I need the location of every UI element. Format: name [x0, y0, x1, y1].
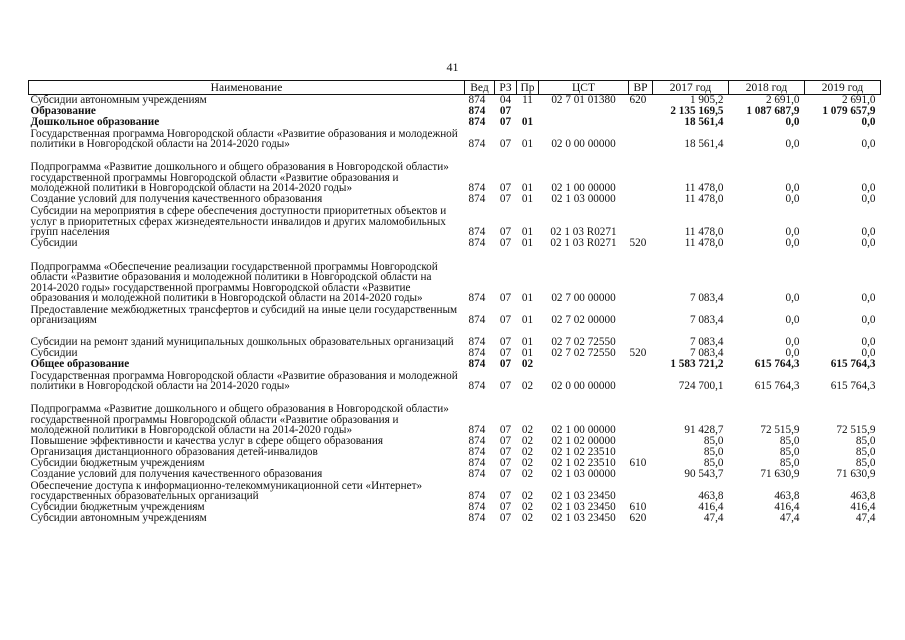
table-row: [29, 480, 881, 502]
cell-vr: [629, 150, 653, 194]
table-row: [29, 128, 881, 150]
cell-2017: 90 543,7: [684, 469, 724, 480]
cell-2019: 0,0: [861, 182, 876, 194]
table-row: [29, 249, 881, 304]
cell-cst: 02 7 00 00000: [551, 292, 616, 304]
cell-vr: [629, 117, 653, 128]
cell-2017: 18 561,4: [684, 138, 724, 150]
cell-vr: 620: [629, 94, 647, 106]
cell-name: Дошкольное образование: [30, 117, 160, 128]
cell-name: Государственная программа Новгородской области «Развитие образования и молодежной политики в Новгородской области на 2014-2020 годы»: [30, 370, 458, 392]
table-row: [29, 370, 881, 392]
cell-cst: 02 1 03 R0271: [550, 226, 617, 238]
table-body: [29, 95, 881, 525]
cell-2017: 416,4: [698, 502, 724, 513]
table-row: [29, 150, 881, 194]
cell-pr: 01: [521, 292, 534, 304]
cell-2017: 47,4: [703, 513, 724, 524]
cell-vr: [629, 304, 653, 326]
cell-rz: 07: [499, 138, 512, 150]
cell-2019: 71 630,9: [836, 469, 876, 480]
table-row: [29, 447, 881, 458]
cell-name: Субсидии: [30, 238, 78, 249]
cell-2017: 85,0: [703, 447, 724, 458]
cell-ved: 874: [468, 138, 486, 150]
cell-vr: [629, 392, 653, 436]
cell-2019: 85,0: [855, 458, 876, 469]
header-vr: ВР: [629, 81, 653, 95]
cell-name: Организация дистанционного образования детей-инвалидов: [30, 447, 318, 458]
cell-pr: 01: [521, 138, 534, 150]
cell-cst: 02 7 02 00000: [551, 314, 616, 326]
cell-ved: 874: [468, 458, 486, 469]
table-row: [29, 513, 881, 524]
header-2017: 2017 год: [653, 81, 729, 95]
cell-rz: 07: [499, 458, 512, 469]
cell-name: Создание условий для получения качественного образования: [30, 469, 323, 480]
cell-2017: 11 478,0: [684, 238, 724, 249]
cell-ved: 874: [468, 238, 486, 249]
cell-vr: [629, 326, 653, 348]
cell-cst: 02 0 00 00000: [551, 138, 616, 150]
cell-2019: 0,0: [861, 226, 876, 238]
cell-2018: 615 764,3: [754, 359, 800, 370]
header-ved: Вед: [465, 81, 495, 95]
cell-2017: 18 561,4: [684, 117, 724, 128]
cell-ved: 874: [468, 94, 486, 106]
cell-ved: 874: [468, 117, 486, 128]
cell-2017: 85,0: [703, 436, 724, 447]
cell-name: Субсидии: [30, 348, 78, 359]
table-row: [29, 117, 881, 128]
cell-rz: 07: [499, 359, 512, 370]
cell-2017: 1 905,2: [689, 94, 724, 106]
cell-rz: 07: [499, 226, 512, 238]
cell-ved: 874: [468, 490, 486, 502]
cell-cst: 02 1 02 23510: [551, 458, 616, 469]
cell-2019: 0,0: [861, 238, 876, 249]
cell-pr: 02: [521, 447, 534, 458]
header-rz: РЗ: [495, 81, 517, 95]
cell-2018: 72 515,9: [760, 424, 800, 436]
cell-2019: 615 764,3: [830, 380, 876, 392]
cell-cst: 02 1 02 00000: [551, 436, 616, 447]
cell-2018: 0,0: [785, 138, 800, 150]
table-row: [29, 436, 881, 447]
cell-pr: 01: [521, 348, 534, 359]
cell-2017: 7 083,4: [689, 292, 724, 304]
cell-2018: 0,0: [785, 314, 800, 326]
cell-2018: 0,0: [785, 238, 800, 249]
cell-name: Субсидии на мероприятия в сфере обеспечения доступности приоритетных объектов и услуг в приоритетных сферах жизнедеятельности инвалидов и других маломобильных групп населения: [30, 205, 447, 238]
cell-2018: 0,0: [785, 292, 800, 304]
cell-name: Государственная программа Новгородской области «Развитие образования и молодежной политики в Новгородской области на 2014-2020 годы»: [30, 128, 458, 150]
cell-2018: 1 087 687,9: [746, 106, 800, 117]
table-row: [29, 359, 881, 370]
cell-vr: [629, 106, 653, 117]
cell-rz: 07: [499, 348, 512, 359]
cell-rz: 07: [499, 182, 512, 194]
cell-name: Обеспечение доступа к информационно-телекоммуникационной сети «Интернет» государственных образовательных организаций: [30, 480, 423, 502]
cell-2018: 0,0: [785, 336, 800, 348]
cell-rz: 07: [499, 117, 512, 128]
cell-cst: 02 7 02 72550: [551, 348, 616, 359]
cell-2019: 0,0: [861, 292, 876, 304]
budget-table: [28, 80, 881, 524]
cell-vr: [629, 128, 653, 150]
cell-vr: 610: [629, 458, 647, 469]
table-row: [29, 106, 881, 117]
cell-2017: 11 478,0: [684, 226, 724, 238]
cell-name: Субсидии бюджетным учреждениям: [30, 502, 205, 513]
cell-cst: 02 7 02 72550: [551, 336, 616, 348]
cell-2018: 85,0: [779, 436, 800, 447]
cell-ved: 874: [468, 469, 486, 480]
header-pr: Пр: [517, 81, 539, 95]
cell-2018: 416,4: [774, 502, 800, 513]
cell-name: Повышение эффективности и качества услуг в сфере общего образования: [30, 436, 384, 447]
cell-2018: 0,0: [785, 348, 800, 359]
cell-2018: 85,0: [779, 458, 800, 469]
header-2019: 2019 год: [805, 81, 881, 95]
cell-name: Общее образование: [30, 359, 130, 370]
cell-ved: 874: [468, 182, 486, 194]
cell-2018: 47,4: [779, 513, 800, 524]
cell-ved: 874: [468, 292, 486, 304]
cell-pr: 02: [521, 490, 534, 502]
cell-vr: [629, 370, 653, 392]
table-row: [29, 458, 881, 469]
cell-rz: 07: [499, 502, 512, 513]
cell-name: Субсидии автономным учреждениям: [30, 513, 207, 524]
cell-vr: [629, 469, 653, 480]
cell-ved: 874: [468, 336, 486, 348]
cell-ved: 874: [468, 380, 486, 392]
cell-rz: 07: [499, 424, 512, 436]
cell-2018: 463,8: [774, 490, 800, 502]
cell-cst: 02 1 02 23510: [551, 447, 616, 458]
cell-pr: 11: [522, 94, 533, 106]
cell-2017: 11 478,0: [684, 182, 724, 194]
header-2018: 2018 год: [729, 81, 805, 95]
cell-2017: 7 083,4: [689, 336, 724, 348]
table-row: [29, 469, 881, 480]
table-row: [29, 238, 881, 249]
cell-rz: 04: [499, 94, 512, 106]
cell-rz: 07: [499, 106, 512, 117]
cell-2019: 0,0: [861, 138, 876, 150]
cell-name: Субсидии на ремонт зданий муниципальных дошкольных образовательных организаций: [30, 336, 454, 348]
cell-2017: 1 583 721,2: [670, 359, 724, 370]
cell-pr: 02: [521, 436, 534, 447]
cell-cst: [539, 117, 629, 128]
cell-pr: 02: [521, 469, 534, 480]
cell-pr: 02: [521, 424, 534, 436]
cell-pr: [517, 106, 539, 117]
cell-name: Субсидии бюджетным учреждениям: [30, 458, 205, 469]
cell-name: Предоставление межбюджетных трансфертов и субсидий на иные цели государственным организациям: [30, 304, 458, 326]
cell-pr: 01: [521, 226, 534, 238]
cell-2019: 2 691,0: [841, 94, 876, 106]
cell-cst: 02 1 03 00000: [551, 469, 616, 480]
cell-rz: 07: [499, 194, 512, 205]
cell-cst: 02 1 03 23450: [551, 490, 616, 502]
cell-ved: 874: [468, 424, 486, 436]
cell-2017: 7 083,4: [689, 348, 724, 359]
cell-2017: 11 478,0: [684, 194, 724, 205]
cell-2017: 463,8: [698, 490, 724, 502]
cell-cst: 02 0 00 00000: [551, 380, 616, 392]
cell-ved: 874: [468, 359, 486, 370]
table-row: [29, 95, 881, 107]
cell-rz: 07: [499, 469, 512, 480]
cell-ved: 874: [468, 106, 486, 117]
table-header-row: [29, 81, 881, 95]
table-row: [29, 502, 881, 513]
cell-ved: 874: [468, 348, 486, 359]
table-row: [29, 326, 881, 348]
cell-2017: 724 700,1: [678, 380, 724, 392]
cell-rz: 07: [499, 238, 512, 249]
cell-pr: 01: [521, 117, 534, 128]
cell-cst: 02 1 03 00000: [551, 194, 616, 205]
cell-pr: 01: [521, 314, 534, 326]
cell-2019: 0,0: [861, 194, 876, 205]
cell-vr: 620: [629, 513, 647, 524]
cell-cst: 02 7 01 01380: [551, 94, 616, 106]
cell-vr: [629, 194, 653, 205]
cell-2019: 47,4: [855, 513, 876, 524]
cell-cst: 02 1 00 00000: [551, 424, 616, 436]
cell-cst: 02 1 03 23450: [551, 513, 616, 524]
header-name: Наименование: [29, 81, 465, 95]
cell-cst: [539, 106, 629, 117]
cell-cst: [539, 359, 629, 370]
cell-name: Создание условий для получения качественного образования: [30, 194, 323, 205]
cell-vr: [629, 480, 653, 502]
cell-pr: 02: [521, 380, 534, 392]
cell-pr: 02: [521, 359, 534, 370]
cell-pr: 01: [521, 336, 534, 348]
cell-2018: 71 630,9: [760, 469, 800, 480]
cell-ved: 874: [468, 513, 486, 524]
cell-name: Подпрограмма «Обеспечение реализации государственной программы Новгородской области «Развитие образования и молодежной политики в Новгородской области на 2014-2020 годы» государственной программы Новгородской области «Развитие образования и молодежной политики в Новгородской области на 2014-2020 годы»: [30, 260, 438, 304]
header-cst: ЦСТ: [539, 81, 629, 95]
table-row: [29, 194, 881, 205]
cell-rz: 07: [499, 447, 512, 458]
cell-2019: 85,0: [855, 436, 876, 447]
cell-vr: 520: [629, 348, 647, 359]
cell-vr: 520: [629, 238, 647, 249]
cell-2019: 416,4: [850, 502, 876, 513]
table-row: [29, 348, 881, 359]
cell-rz: 07: [499, 436, 512, 447]
cell-2019: 0,0: [861, 348, 876, 359]
cell-ved: 874: [468, 226, 486, 238]
cell-pr: 02: [521, 502, 534, 513]
cell-pr: 02: [521, 513, 534, 524]
cell-2019: 0,0: [861, 117, 876, 128]
cell-rz: 07: [499, 314, 512, 326]
table-row: [29, 205, 881, 238]
cell-2018: 0,0: [785, 117, 800, 128]
cell-cst: 02 1 03 R0271: [550, 238, 617, 249]
cell-vr: 610: [629, 502, 647, 513]
cell-2019: 1 079 657,9: [822, 106, 876, 117]
cell-ved: 874: [468, 194, 486, 205]
cell-2019: 72 515,9: [836, 424, 876, 436]
cell-cst: 02 1 00 00000: [551, 182, 616, 194]
cell-vr: [629, 359, 653, 370]
cell-2018: 615 764,3: [754, 380, 800, 392]
cell-2018: 2 691,0: [765, 94, 800, 106]
cell-name: Подпрограмма «Развитие дошкольного и общего образования в Новгородской области» государственной программы Новгородской области «Развитие образования и молодежной политики в Новгородской области на 2014-2020 годы»: [30, 161, 449, 194]
cell-pr: 01: [521, 194, 534, 205]
cell-2017: 2 135 169,5: [670, 106, 724, 117]
cell-2018: 0,0: [785, 226, 800, 238]
cell-pr: 01: [521, 238, 534, 249]
cell-name: Образование: [30, 106, 96, 117]
cell-pr: 02: [521, 458, 534, 469]
cell-ved: 874: [468, 436, 486, 447]
cell-vr: [629, 205, 653, 238]
cell-name: Субсидии автономным учреждениям: [30, 94, 207, 106]
cell-2018: 0,0: [785, 182, 800, 194]
cell-ved: 874: [468, 314, 486, 326]
cell-ved: 874: [468, 447, 486, 458]
cell-name: Подпрограмма «Развитие дошкольного и общего образования в Новгородской области» государственной программы Новгородской области «Развитие образования и молодежной политики в Новгородской области на 2014-2020 годы»: [30, 403, 449, 436]
cell-2019: 463,8: [850, 490, 876, 502]
cell-ved: 874: [468, 502, 486, 513]
cell-rz: 07: [499, 292, 512, 304]
page-number: 41: [446, 60, 459, 74]
cell-pr: 01: [521, 182, 534, 194]
cell-rz: 07: [499, 513, 512, 524]
cell-2019: 615 764,3: [830, 359, 876, 370]
cell-vr: [629, 436, 653, 447]
cell-2017: 85,0: [703, 458, 724, 469]
cell-vr: [629, 447, 653, 458]
cell-2019: 0,0: [861, 336, 876, 348]
cell-2017: 7 083,4: [689, 314, 724, 326]
table-row: [29, 304, 881, 326]
cell-cst: 02 1 03 23450: [551, 502, 616, 513]
cell-2019: 0,0: [861, 314, 876, 326]
cell-rz: 07: [499, 380, 512, 392]
cell-2018: 85,0: [779, 447, 800, 458]
cell-rz: 07: [499, 490, 512, 502]
cell-2017: 91 428,7: [684, 424, 724, 436]
cell-vr: [629, 249, 653, 304]
table-row: [29, 392, 881, 436]
cell-2019: 85,0: [855, 447, 876, 458]
cell-2018: 0,0: [785, 194, 800, 205]
cell-rz: 07: [499, 336, 512, 348]
